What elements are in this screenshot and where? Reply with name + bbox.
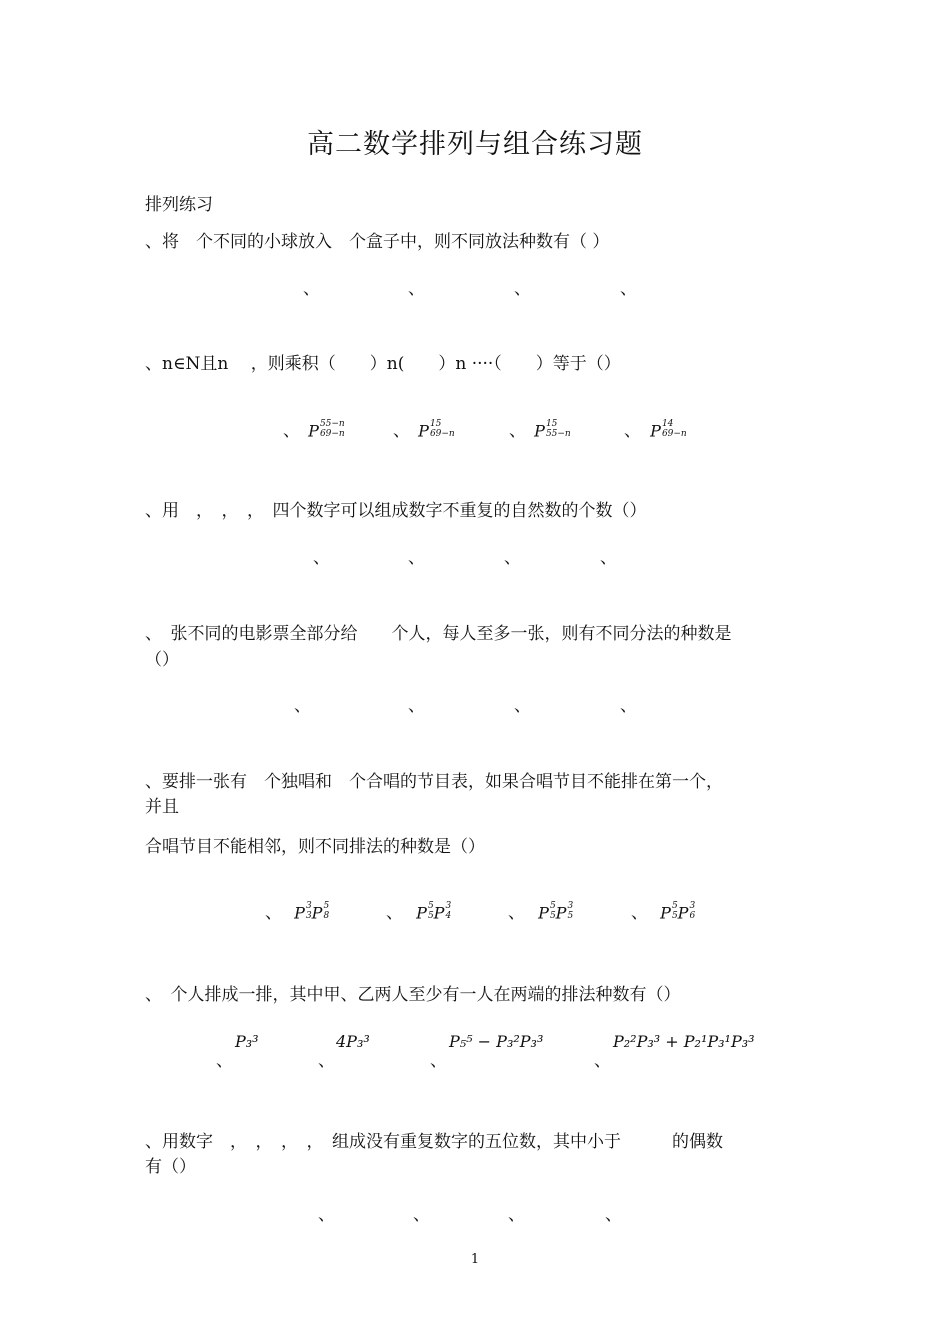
q3-option-a: 、 [313,548,330,568]
question-1-stem: 、将 个不同的小球放入 个盒子中，则不同放法种数有（ ） [145,232,610,252]
q3-option-b: 、 [408,548,425,568]
question-3-stem: 、用 ， ， ， 四个数字可以组成数字不重复的自然数的个数（） [145,501,647,521]
q4-option-b: 、 [408,696,425,716]
q2-expr-c: P 15 55−n [534,418,571,440]
q2-option-a: 、 [283,421,300,441]
q1-option-b: 、 [408,279,425,299]
q1-option-c: 、 [514,279,531,299]
q5-expr-b: P 5 5 P 3 4 [416,900,452,922]
question-6-stem: 、 个人排成一排，其中甲、乙两人至少有一人在两端的排法种数有（） [145,985,681,1005]
q1-option-d: 、 [620,279,637,299]
q2-option-d: 、 [624,421,641,441]
q5-option-d: 、 [631,903,648,923]
q7-option-b: 、 [413,1205,430,1225]
q2-expr-a: P 55−n 69−n [308,418,345,440]
q7-option-d: 、 [605,1205,622,1225]
q6-expr-b: 4P₃³ [336,1032,370,1051]
q7-option-a: 、 [318,1205,335,1225]
q6-option-a: 、 [216,1051,233,1071]
section-heading: 排列练习 [145,195,213,215]
q6-expr-c: P₅⁵ − P₃²P₃³ [449,1032,544,1051]
q6-expr-d: P₂²P₃³ + P₂¹P₃¹P₃³ [613,1032,755,1051]
q5-expr-a: P 3 3 P 5 8 [294,900,330,922]
q5-expr-d: P 5 5 P 3 6 [660,900,696,922]
page-number: 1 [470,1252,480,1267]
question-7-stem-line2: 有（） [145,1157,196,1177]
q6-option-b: 、 [318,1051,335,1071]
q3-option-c: 、 [504,548,521,568]
q1-option-a: 、 [303,279,320,299]
q5-option-b: 、 [386,903,403,923]
q2-option-b: 、 [393,421,410,441]
q5-option-c: 、 [508,903,525,923]
q4-option-d: 、 [620,696,637,716]
question-5-stem-line1: 、要排一张有 个独唱和 个合唱的节目表，如果合唱节目不能排在第一个， [145,772,723,792]
q6-expr-a: P₃³ [235,1032,259,1051]
question-5-stem-line3: 合唱节目不能相邻，则不同排法的种数是（） [145,837,485,857]
q4-option-c: 、 [514,696,531,716]
q6-option-c: 、 [430,1051,447,1071]
q2-option-c: 、 [509,421,526,441]
q4-option-a: 、 [294,696,311,716]
q5-expr-c: P 5 5 P 3 5 [538,900,574,922]
page-title: 高二数学排列与组合练习题 [307,129,643,160]
question-4-stem-line1: 、 张不同的电影票全部分给 个人，每人至多一张，则有不同分法的种数是 [145,624,732,644]
question-2-stem: 、n∈N且n ，则乘积（ ）n( ）n ····（ ）等于（） [145,354,621,374]
q2-expr-d: P 14 69−n [650,418,687,440]
q2-expr-b: P 15 69−n [418,418,455,440]
question-4-stem-line2: （） [145,650,179,670]
q7-option-c: 、 [508,1205,525,1225]
q6-option-d: 、 [594,1051,611,1071]
question-7-stem-line1: 、用数字 ， ， ， ， 组成没有重复数字的五位数，其中小于 的偶数 [145,1132,723,1152]
q3-option-d: 、 [600,548,617,568]
question-5-stem-line2: 并且 [145,797,179,817]
q5-option-a: 、 [265,903,282,923]
